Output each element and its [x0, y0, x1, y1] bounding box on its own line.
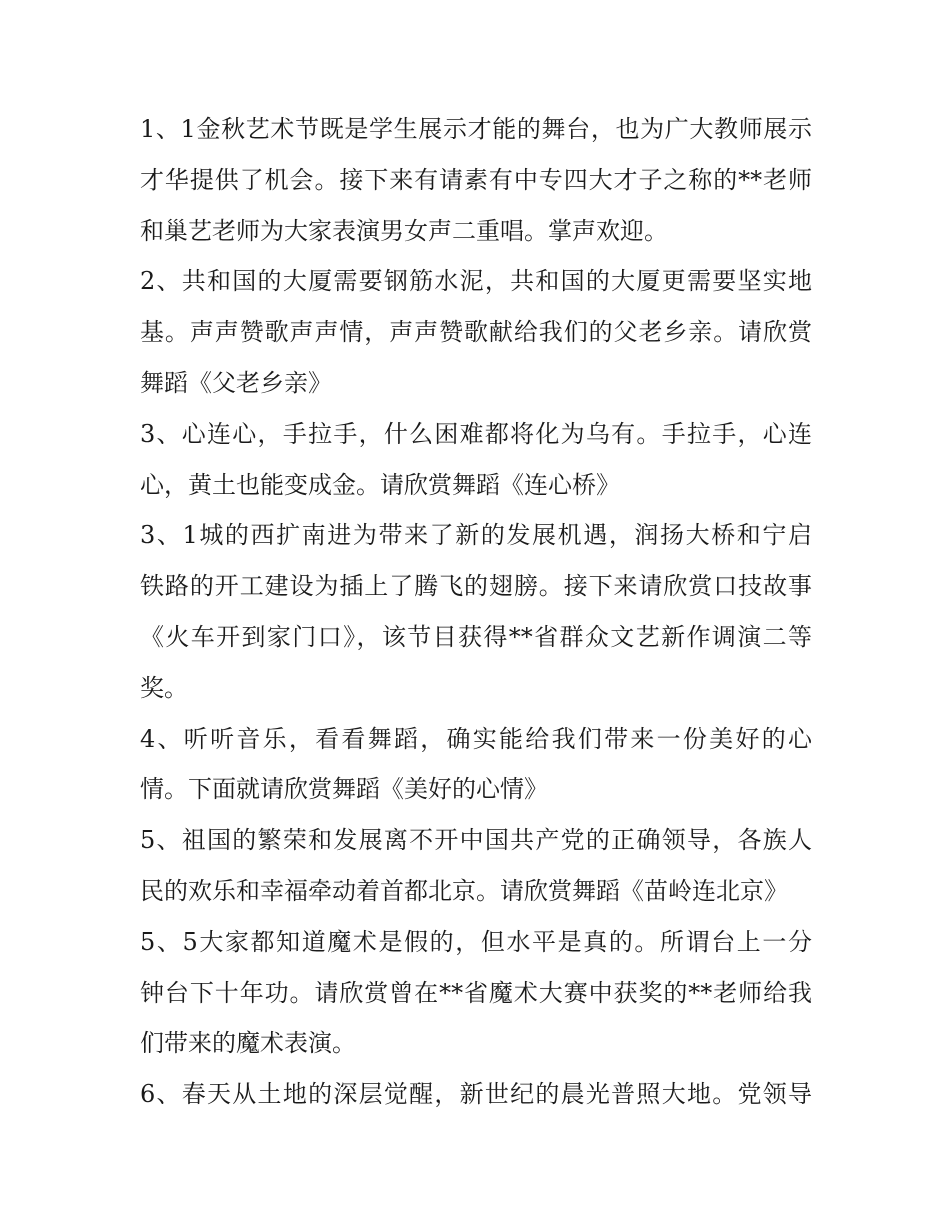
paragraph-1-line-1: 1、1金秋艺术节既是学生展示才能的舞台，也为广大教师展示: [140, 115, 812, 143]
paragraph-4-line-3: 《火车开到家门口》，该节目获得**省群众文艺新作调演二等: [140, 622, 812, 651]
paragraph-4-line-4: 奖。: [140, 673, 188, 702]
paragraph-7-line-3: 们带来的魔术表演。: [140, 1029, 356, 1058]
paragraph-2-line-3: 舞蹈《父老乡亲》: [140, 368, 332, 397]
document-body: [140, 104, 812, 1120]
paragraph-3-line-1: 3、心连心，手拉手，什么困难都将化为乌有。手拉手，心连: [140, 419, 812, 448]
paragraph-4-line-1: 3、1城的西扩南进为带来了新的发展机遇，润扬大桥和宁启: [140, 521, 812, 550]
paragraph-2-line-1: 2、共和国的大厦需要钢筋水泥，共和国的大厦更需要坚实地: [140, 267, 812, 296]
paragraph-3-line-2: 心，黄土也能变成金。请欣赏舞蹈《连心桥》: [140, 470, 620, 499]
paragraph-1-line-2: 才华提供了机会。接下来有请素有中专四大才子之称的**老师: [140, 165, 812, 194]
paragraph-5-line-2: 情。下面就请欣赏舞蹈《美好的心情》: [140, 775, 548, 804]
paragraph-4-line-2: 铁路的开工建设为插上了腾飞的翅膀。接下来请欣赏口技故事: [140, 572, 812, 601]
paragraph-8-line-1: 6、春天从土地的深层觉醒，新世纪的晨光普照大地。党领导: [140, 1080, 812, 1109]
paragraph-2-line-2: 基。声声赞歌声声情，声声赞歌献给我们的父老乡亲。请欣赏: [140, 318, 812, 347]
paragraph-6-line-1: 5、祖国的繁荣和发展离不开中国共产党的正确领导，各族人: [140, 826, 812, 855]
paragraph-7-line-2: 钟台下十年功。请欣赏曾在**省魔术大赛中获奖的**老师给我: [140, 978, 812, 1007]
paragraph-7-line-1: 5、5大家都知道魔术是假的，但水平是真的。所谓台上一分: [140, 927, 812, 956]
paragraph-1-line-3: 和巢艺老师为大家表演男女声二重唱。掌声欢迎。: [140, 216, 668, 245]
paragraph-5-line-1: 4、听听音乐，看看舞蹈，确实能给我们带来一份美好的心: [140, 724, 812, 753]
paragraph-6-line-2: 民的欢乐和幸福牵动着首都北京。请欣赏舞蹈《苗岭连北京》: [140, 876, 788, 905]
